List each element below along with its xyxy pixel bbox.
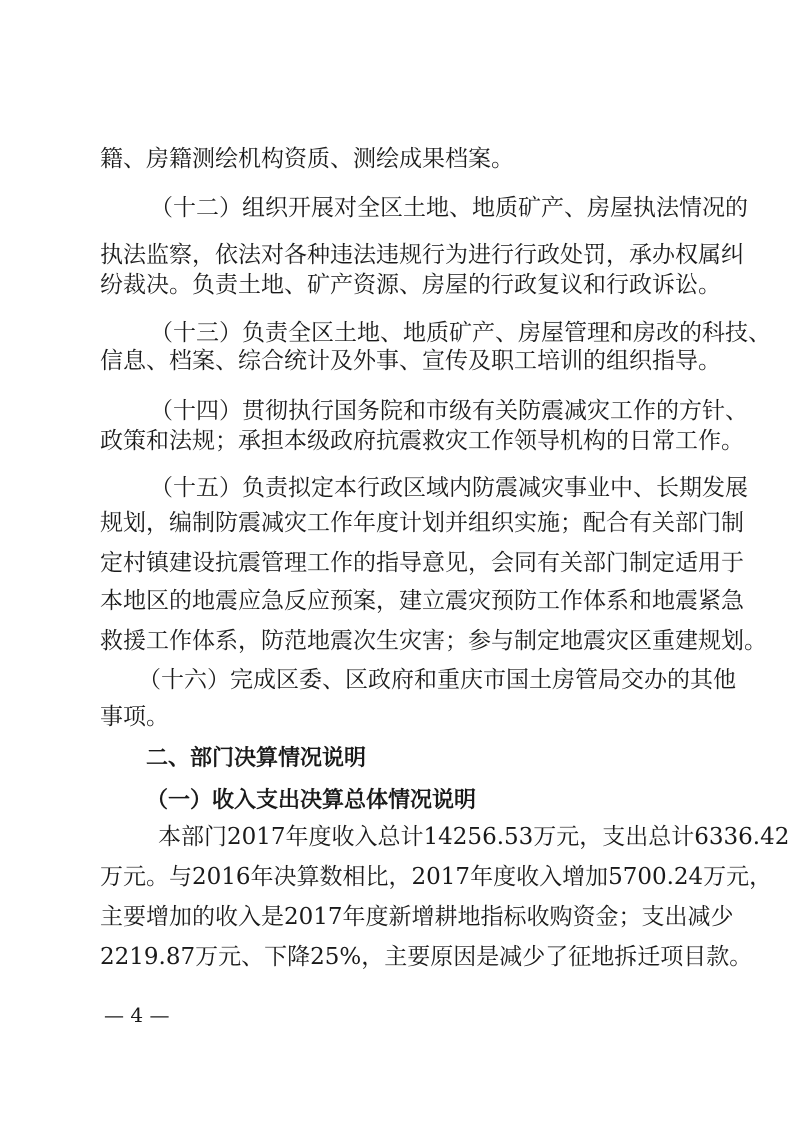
paragraph-line-20: 主要增加的收入是2017年度新增耕地指标收购资金；支出减少 xyxy=(100,904,734,930)
paragraph-line-6: 信息、档案、综合统计及外事、宣传及职工培训的组织指导。 xyxy=(100,348,721,374)
paragraph-line-14: （十六）完成区委、区政府和重庆市国土房管局交办的其他 xyxy=(138,667,736,693)
page-number: — 4 — xyxy=(104,1003,170,1027)
paragraph-line-19: 万元。与2016年决算数相比，2017年度收入增加5700.24万元， xyxy=(100,864,773,890)
paragraph-line-10: 规划，编制防震减灾工作年度计划并组织实施；配合有关部门制 xyxy=(100,510,744,536)
paragraph-line-18: 本部门2017年度收入总计14256.53万元，支出总计6336.42 xyxy=(158,824,790,850)
paragraph-line-13: 救援工作体系，防范地震次生灾害；参与制定地震灾区重建规划。 xyxy=(100,628,767,654)
subsection-heading: （一）收入支出决算总体情况说明 xyxy=(146,788,477,813)
paragraph-line-2: （十二）组织开展对全区土地、地质矿产、房屋执法情况的 xyxy=(150,195,748,221)
section-heading: 二、部门决算情况说明 xyxy=(146,746,367,771)
paragraph-line-1: 籍、房籍测绘机构资质、测绘成果档案。 xyxy=(100,146,514,172)
paragraph-line-9: （十五）负责拟定本行政区域内防震减灾事业中、长期发展 xyxy=(150,475,748,501)
paragraph-line-12: 本地区的地震应急反应预案，建立震灾预防工作体系和地震紧急 xyxy=(100,588,744,614)
paragraph-line-21: 2219.87万元、下降25%，主要原因是减少了征地拆迁项目款。 xyxy=(100,944,753,970)
paragraph-line-7: （十四）贯彻执行国务院和市级有关防震减灾工作的方针、 xyxy=(150,398,748,424)
paragraph-line-8: 政策和法规；承担本级政府抗震救灾工作领导机构的日常工作。 xyxy=(100,428,744,454)
paragraph-line-3: 执法监察，依法对各种违法违规行为进行行政处罚，承办权属纠 xyxy=(100,242,744,268)
paragraph-line-5: （十三）负责全区土地、地质矿产、房屋管理和房改的科技、 xyxy=(150,320,771,346)
paragraph-line-4: 纷裁决。负责土地、矿产资源、房屋的行政复议和行政诉讼。 xyxy=(100,272,721,298)
paragraph-line-11: 定村镇建设抗震管理工作的指导意见，会同有关部门制定适用于 xyxy=(100,550,744,576)
paragraph-line-15: 事项。 xyxy=(100,704,169,730)
